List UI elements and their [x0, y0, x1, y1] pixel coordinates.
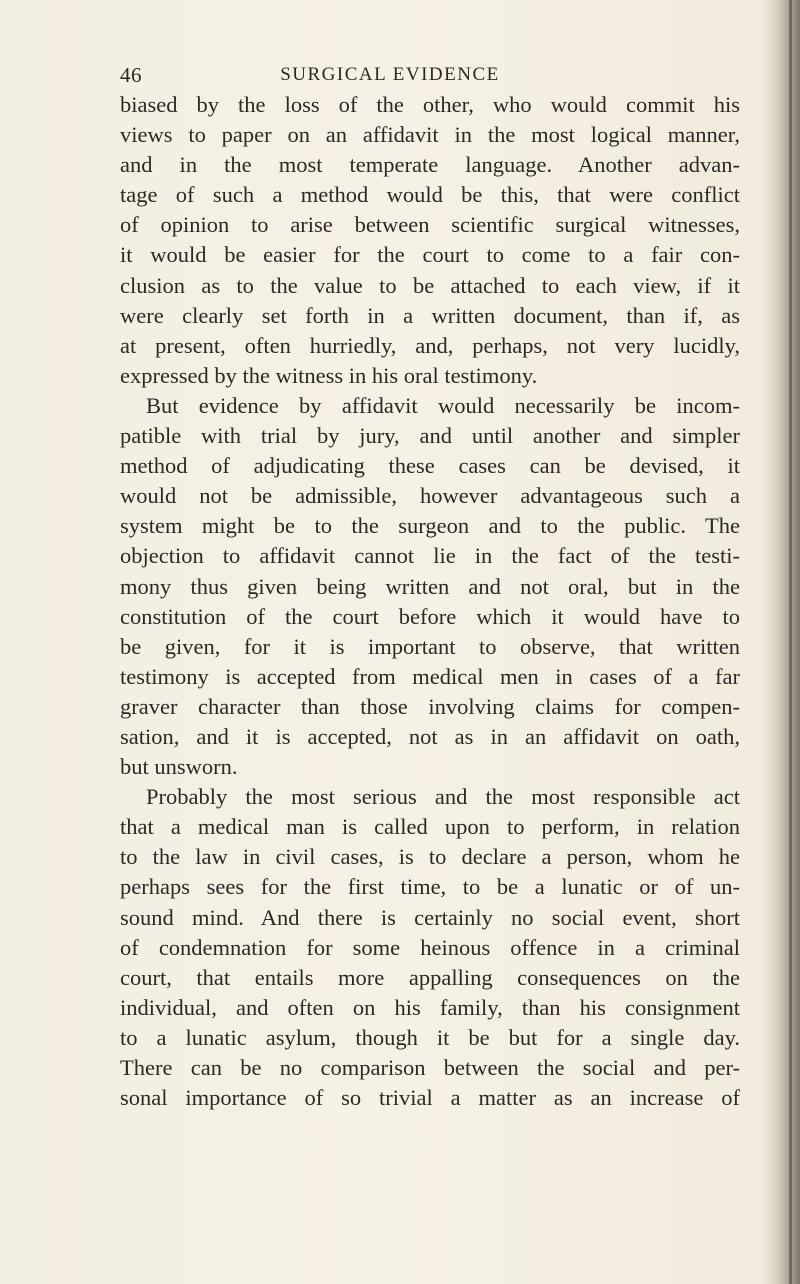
text-line: of opinion to arise between scientific surgical witnesses, — [120, 212, 740, 238]
text-line: sound mind. And there is certainly no social event, short — [120, 904, 740, 930]
text-line: mony thus given being written and not oral, but in the — [120, 573, 740, 599]
text-line: method of adjudicating these cases can be devised, it — [120, 453, 740, 479]
text-line: that a medical man is called upon to perform, in relation — [120, 814, 740, 840]
text-line: were clearly set forth in a written document, than if, as — [120, 302, 740, 328]
text-line: be given, for it is important to observe, that written — [120, 633, 740, 659]
text-line: system might be to the surgeon and to the public. The — [120, 513, 740, 539]
text-line: But evidence by affidavit would necessarily be incom- — [146, 392, 740, 418]
text-line: patible with trial by jury, and until another and simpler — [120, 423, 740, 449]
text-line: it would be easier for the court to come to a fair con- — [120, 242, 740, 268]
text-line: expressed by the witness in his oral testimony. — [120, 362, 538, 388]
text-line: clusion as to the value to be attached to each view, if it — [120, 272, 740, 298]
text-line: There can be no comparison between the social and per- — [120, 1055, 740, 1080]
text-line: Probably the most serious and the most responsible act — [146, 784, 740, 810]
text-line: sation, and it is accepted, not as in an affidavit on oath, — [120, 723, 740, 749]
text-line: court, that entails more appalling consequences on the — [120, 964, 740, 990]
text-line: tage of such a method would be this, that were conflict — [120, 182, 740, 208]
text-line: objection to affidavit cannot lie in the fact of the testi- — [120, 543, 740, 569]
text-line: perhaps sees for the first time, to be a lunatic or of un- — [120, 874, 740, 900]
running-title: SURGICAL EVIDENCE — [280, 64, 500, 85]
text-line: to the law in civil cases, is to declare a person, whom he — [120, 844, 740, 870]
body-text — [120, 90, 740, 1113]
text-line: individual, and often on his family, than his consignment — [120, 994, 740, 1020]
text-line: of condemnation for some heinous offence in a criminal — [120, 934, 740, 960]
text-line: to a lunatic asylum, though it be but for a single day. — [120, 1024, 740, 1050]
text-line: biased by the loss of the other, who would commit his — [120, 92, 740, 117]
binding-edge — [789, 0, 792, 1284]
running-head — [0, 61, 800, 89]
text-line: but unsworn. — [120, 754, 238, 780]
text-line: sonal importance of so trivial a matter as an increase of — [120, 1085, 740, 1111]
text-line: constitution of the court before which it would have to — [120, 603, 740, 629]
text-line: views to paper on an affidavit in the most logical manner, — [120, 122, 740, 148]
text-line: at present, often hurriedly, and, perhaps, not very lucidly, — [120, 332, 740, 358]
text-line: graver character than those involving claims for compen- — [120, 693, 740, 719]
text-line: would not be admissible, however advantageous such a — [120, 483, 740, 509]
page-number: 46 — [120, 63, 142, 87]
text-line: and in the most temperate language. Another advan- — [120, 152, 740, 178]
text-line: testimony is accepted from medical men in cases of a far — [120, 663, 740, 689]
page-gutter-shadow — [760, 0, 800, 1284]
